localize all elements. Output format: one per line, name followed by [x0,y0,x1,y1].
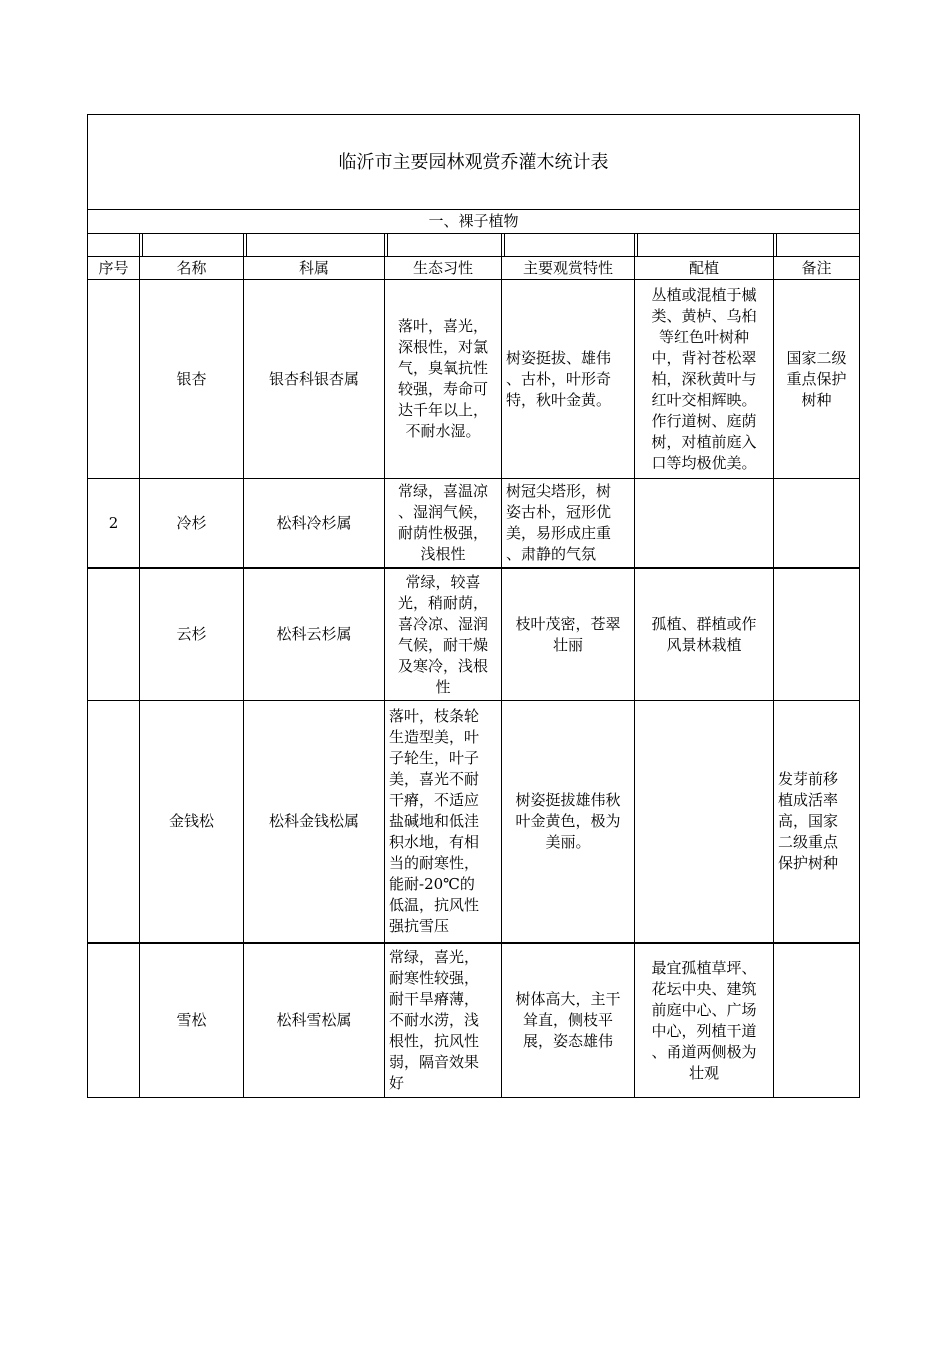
row-5-family: 松科雪松属 [276,1011,352,1029]
row-3-ecology: 常绿，较喜 光，稍耐荫， 喜冷凉、湿润 气候，耐干燥 及寒冷，浅根 性 [397,572,488,696]
rule-under-section [88,233,859,234]
col-rule [501,234,502,256]
row-4-planting [635,701,773,942]
row-2-name: 冷杉 [176,513,207,532]
row-5-ecology: 常绿，喜光， 耐寒性较强， 耐干旱瘠薄， 不耐水涝，浅 根性，抗风性 弱，隔音效果 好 [389,948,480,1092]
row-1-seq [88,280,139,478]
col-rule [504,234,505,256]
header-name: 名称 [176,258,207,277]
col-rule [773,234,774,256]
row-1-name: 银杏 [176,369,207,388]
col-rule [246,234,247,256]
col-rule [776,234,777,256]
col-rule [142,234,143,256]
table-title: 临沂市主要园林观赏乔灌木统计表 [338,151,609,173]
header-ecology: 生态习性 [412,258,473,277]
row-5-seq [88,944,139,1097]
col-rule [243,234,244,256]
col-rule [387,234,388,256]
header-planting: 配植 [688,258,719,277]
row-2-family: 松科冷杉属 [276,513,352,532]
row-3-seq [88,569,139,700]
row-1-planting: 丛植或混植于槭 类、黄栌、乌桕 等红色叶树种 中，背衬苍松翠 柏，深秋黄叶与 红叶交相辉映。 作行道树、庭荫 树，对植前庭入 口等均极优美。 [651,285,757,472]
header-family: 科属 [298,258,329,277]
row-2-remark [774,479,859,567]
col-rule [384,234,385,256]
row-1-ornamental: 树姿挺拔、雄伟 、古朴，叶形奇 特，秋叶金黄。 [506,348,612,409]
row-3-name: 云杉 [176,625,207,643]
row-5-name: 雪松 [176,1011,207,1029]
header-remark: 备注 [801,258,832,277]
row-5-ornamental: 树体高大，主干 耸直，侧枝平 展，姿态雄伟 [515,990,621,1050]
row-2-ornamental: 树冠尖塔形，树 姿古朴，冠形优 美，易形成庄重 、肃静的气氛 [506,482,612,563]
statistics-table [87,114,860,1098]
row-2-planting [635,479,773,567]
row-2-seq: 2 [108,513,119,532]
row-3-family: 松科云杉属 [276,625,352,643]
row-1-family: 银杏科银杏属 [268,369,359,388]
col-rule [139,234,140,256]
row-2-ecology: 常绿，喜温凉 、湿润气候， 耐荫性极强， 浅根性 [397,482,488,563]
row-4-seq [88,701,139,942]
row-4-ornamental: 树姿挺拔雄伟秋 叶金黄色，极为 美丽。 [515,791,621,851]
row-1-remark: 国家二级 重点保护 树种 [786,348,847,409]
row-5-planting: 最宜孤植草坪、 花坛中央、建筑 前庭中心、广场 中心，列植干道 、甬道两侧极为 壮观 [651,958,757,1082]
row-5-remark [774,944,859,1097]
row-3-planting: 孤植、群植或作 风景林栽植 [651,614,757,654]
header-seq: 序号 [98,258,129,277]
row-4-remark: 发芽前移 植成活率 高，国家 二级重点 保护树种 [778,770,839,872]
row-3-remark [774,569,859,700]
row-1-ecology: 落叶，喜光， 深根性，对氯 气，臭氧抗性 较强，寿命可 达千年以上， 不耐水湿。 [397,317,488,440]
row-4-name: 金钱松 [168,812,214,830]
section-heading: 一、裸子植物 [428,212,519,230]
row-4-ecology: 落叶，枝条轮 生造型美，叶 子轮生，叶子 美，喜光不耐 干瘠，不适应 盐碱地和低洼 积水地，有相 当的耐寒性， 能耐-20℃的 低温，抗风性 强抗雪压 [389,707,480,935]
col-rule [634,234,635,256]
row-4-family: 松科金钱松属 [268,812,359,830]
row-3-ornamental: 枝叶茂密，苍翠 壮丽 [515,614,621,654]
col-rule [637,234,638,256]
header-ornamental: 主要观赏特性 [522,258,613,277]
